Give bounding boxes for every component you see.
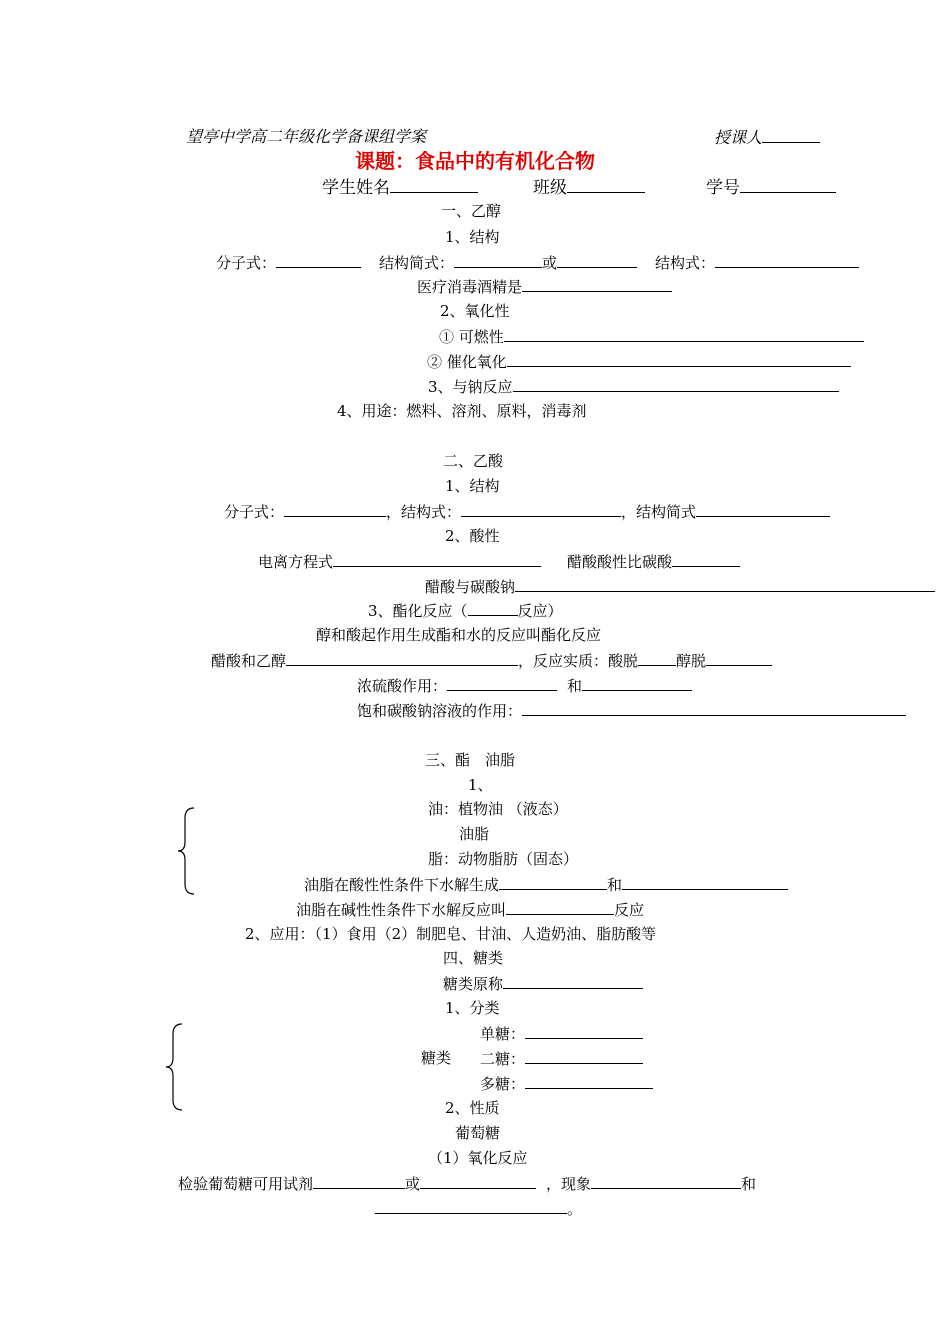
teacher-field: 授课人	[714, 127, 820, 147]
oil-line: 油：植物油 （液态）	[428, 800, 568, 818]
property-heading: 2、性质	[445, 1099, 500, 1117]
base-hydrolysis-line: 油脂在碱性性条件下水解反应叫 反应	[296, 901, 645, 919]
combustion-line: ① 可燃性	[439, 326, 864, 346]
acid-structure: 1、结构	[445, 477, 500, 495]
catalytic-oxidation-line: ② 催化氧化	[427, 351, 851, 371]
ethanol-heading: 一、乙醇	[441, 202, 502, 220]
carbonate-line: 醋酸与碳酸钠	[425, 576, 935, 596]
acid-formula-line: 分子式： ，结构式： ，结构简式	[224, 501, 830, 521]
ethanol-uses: 4、用途：燃料、溶剂、原料，消毒剂	[337, 402, 587, 420]
fat-uses: 2、应用：（1）食用（2）制肥皂、甘油、人造奶油、脂肪酸等	[245, 925, 657, 943]
ionization-line: 电离方程式 醋酸酸性比碳酸	[258, 551, 740, 571]
acid-ethanol-line: 醋酸和乙醇 ，反应实质：酸脱 醇脱	[211, 650, 772, 670]
acidity-heading: 2、酸性	[445, 527, 500, 545]
sugar-origin-line: 糖类原称	[443, 973, 643, 993]
classify-heading: 1、分类	[445, 999, 500, 1017]
glucose-test-continuation: 。	[375, 1198, 582, 1218]
esterification-definition: 醇和酸起作用生成酯和水的反应叫酯化反应	[316, 626, 602, 644]
fat-label: 油脂	[459, 825, 490, 843]
class-field: 班级	[533, 177, 645, 197]
acid-heading: 二、乙酸	[443, 452, 504, 470]
saturated-carbonate-line: 饱和碳酸钠溶液的作用：	[357, 700, 906, 720]
esterification-heading: 3、酯化反应（ 反应）	[368, 602, 563, 620]
sugar-heading: 四、糖类	[443, 949, 504, 967]
glucose-test-line: 检验葡萄糖可用试剂 或 ，现象 和	[178, 1175, 757, 1193]
sugar-label: 糖类	[421, 1049, 452, 1067]
ethanol-formula-line: 分子式： 结构简式： 或 结构式：	[216, 252, 859, 272]
sulfuric-acid-line: 浓硫酸作用： 和	[357, 675, 692, 695]
student-number-field: 学号	[706, 177, 836, 197]
oxidation-heading: 2、氧化性	[440, 302, 510, 320]
fat-one: 1、	[468, 776, 493, 794]
medical-alcohol-line: 医疗消毒酒精是	[417, 276, 672, 296]
student-name-field: 学生姓名	[322, 177, 478, 197]
brace-icon	[176, 806, 196, 896]
brace-icon	[164, 1022, 184, 1112]
sodium-reaction-line: 3、与钠反应	[428, 376, 839, 396]
glucose-label: 葡萄糖	[455, 1124, 501, 1142]
fat-heading: 三、酯 油脂	[425, 751, 516, 769]
disaccharide-line: 二糖：	[480, 1048, 643, 1068]
oxidation-reaction-heading: （1）氧化反应	[428, 1149, 528, 1167]
solid-fat-line: 脂：动物脂肪（固态）	[428, 850, 579, 868]
school-header: 望亭中学高二年级化学备课组学案	[186, 127, 427, 146]
monosaccharide-line: 单糖：	[480, 1023, 643, 1043]
ethanol-structure: 1、结构	[445, 228, 500, 246]
acid-hydrolysis-line: 油脂在酸性性条件下水解生成 和	[304, 874, 788, 894]
polysaccharide-line: 多糖：	[480, 1073, 653, 1093]
page-title: 课题：食品中的有机化合物	[355, 149, 595, 173]
